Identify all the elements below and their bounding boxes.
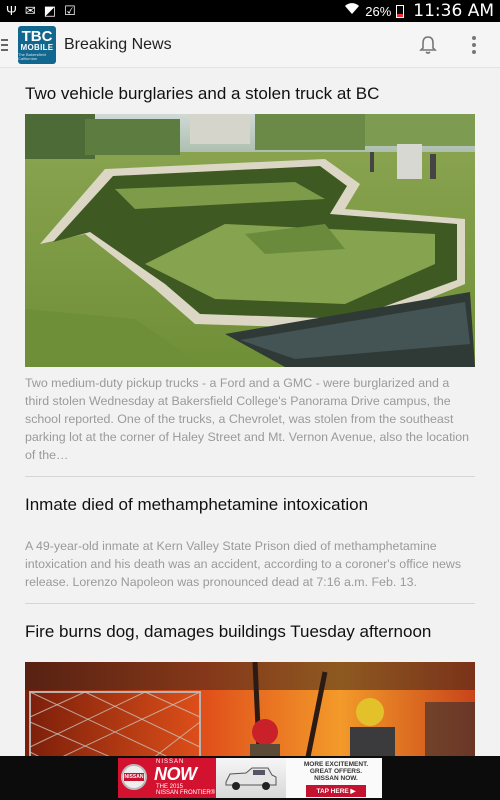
news-feed[interactable] bbox=[0, 68, 500, 756]
ad-truck-image bbox=[216, 758, 286, 798]
battery-icon bbox=[396, 5, 404, 18]
truck-icon bbox=[224, 766, 278, 792]
app-notification-icon: ◩ bbox=[43, 3, 57, 18]
app-bar bbox=[0, 22, 500, 68]
nissan-logo-text: NISSAN bbox=[124, 774, 144, 780]
ad-tagline-1: MORE EXCITEMENT. bbox=[303, 761, 369, 768]
clock: 11:36 AM bbox=[413, 1, 494, 21]
nissan-logo-icon bbox=[121, 764, 147, 790]
nissan-ad[interactable] bbox=[118, 758, 382, 798]
clipboard-check-icon: ☑ bbox=[64, 3, 76, 18]
bell-icon[interactable] bbox=[408, 25, 448, 65]
overflow-menu-icon[interactable] bbox=[462, 25, 486, 65]
article-card[interactable] bbox=[25, 604, 475, 756]
ad-brand: NISSAN bbox=[156, 759, 185, 765]
ad-copy bbox=[286, 758, 382, 798]
battery-percent: 26% bbox=[365, 3, 392, 19]
article-summary: A 49-year-old inmate at Kern Valley State Prison died of methamphetamine intoxication and his death was an accident, according to a coroner's office news release. Lorenzo Napoleon was pronounced dead at 7:16 a.m. Feb. 13. bbox=[25, 539, 462, 589]
notification-icons bbox=[6, 0, 76, 22]
navigation-drawer-icon[interactable] bbox=[1, 39, 15, 51]
article-photo-fire[interactable] bbox=[25, 662, 475, 756]
app-logo[interactable] bbox=[18, 26, 56, 64]
article-summary: Two medium-duty pickup trucks - a Ford and a GMC - were burglarized and a third stolen Wednesday at Bakersfield College's Panorama Drive campus, the school reported. One of the trucks, a Chevrolet, was stolen from the southeast parking lot at the corner of Haley Street and Mt. Vernon Avenue, also the location of the… bbox=[25, 376, 470, 462]
ad-headline: NOW bbox=[154, 764, 197, 784]
ad-red-panel bbox=[118, 758, 216, 798]
ad-tagline-2: GREAT OFFERS. bbox=[309, 768, 363, 775]
usb-icon: Ψ bbox=[6, 3, 17, 18]
ad-tagline-3: NISSAN NOW. bbox=[314, 775, 358, 782]
article-card[interactable] bbox=[25, 477, 475, 604]
ad-banner-strip bbox=[0, 756, 500, 800]
logo-subtext: MOBILE bbox=[20, 42, 54, 52]
ad-cta-button[interactable]: TAP HERE ▶ bbox=[306, 785, 366, 797]
ad-model: THE 2015 NISSAN FRONTIER® bbox=[156, 784, 216, 796]
logo-tagline: The Bakersfield Californian bbox=[18, 51, 46, 61]
gmail-icon: ✉ bbox=[24, 3, 36, 18]
article-photo-bc-hedge[interactable] bbox=[25, 114, 475, 367]
article-headline[interactable]: Fire burns dog, damages buildings Tuesday afternoon bbox=[25, 622, 432, 641]
wifi-icon bbox=[344, 2, 360, 20]
article-card[interactable] bbox=[25, 68, 475, 477]
article-headline[interactable]: Inmate died of methamphetamine intoxication bbox=[25, 495, 369, 514]
page-title: Breaking News bbox=[64, 35, 172, 53]
article-headline[interactable]: Two vehicle burglaries and a stolen truck at BC bbox=[25, 84, 380, 103]
status-bar bbox=[0, 0, 500, 22]
logo-text: TBC bbox=[21, 27, 53, 45]
